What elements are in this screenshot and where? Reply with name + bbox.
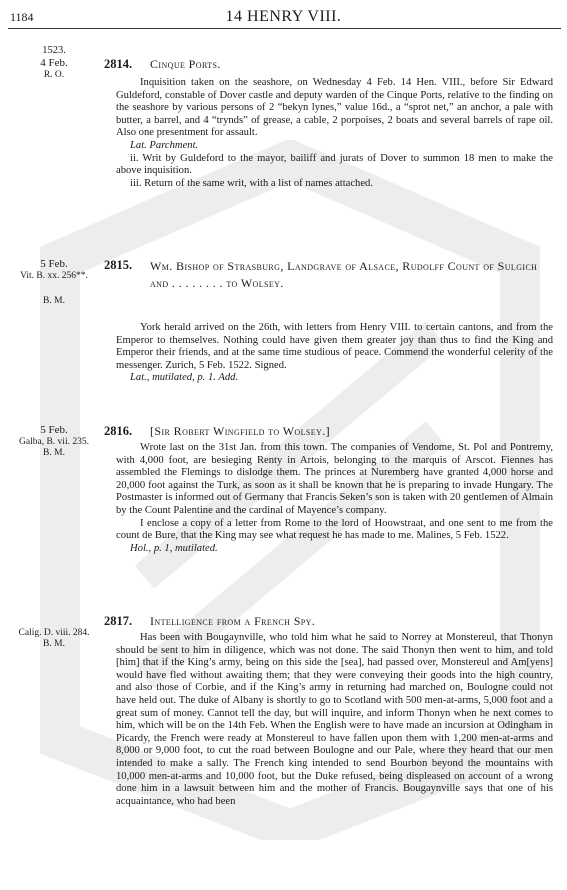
paragraph: I enclose a copy of a letter from Rome to the lord of Hoowstraat, and one sent to me from the count de Bure, that the King may see what request he has made to me. Malines, 5 Feb. 1522.: [116, 517, 553, 542]
paragraph: Lat. Parchment.: [130, 139, 199, 151]
entry-margin: [10, 424, 98, 459]
paragraph: Lat., mutilated, p. 1. Add.: [130, 372, 239, 384]
entry-heading: [Sir Robert Wingfield to Wolsey.]: [150, 424, 331, 438]
paragraph: Hol., p. 1, mutilated.: [130, 542, 218, 554]
entry-body: [116, 77, 553, 190]
page-number: 1184: [10, 10, 34, 24]
entry-body: [116, 322, 553, 385]
entry-number: 2816.: [104, 424, 133, 438]
entry-body: [116, 632, 553, 808]
entry-heading: Cinque Ports.: [150, 57, 221, 71]
entry-number: 2814.: [104, 57, 133, 71]
entry-heading: Wm. Bishop of Strasburg, Landgrave of Alsace, Rudolff Count of Sulgich and . . . . . . . . to Wolsey.: [150, 259, 538, 290]
entry-ref-location: B. M.: [43, 448, 65, 458]
entry-year: 1523.: [42, 45, 66, 56]
entry-ref: Calig. D. viii. 284.: [18, 628, 90, 638]
paragraph: Wrote last on the 31st Jan. from this town. The companies of Vendome, St. Pol and Pontremy, with 4,000 foot, are besieging Renty in Artois, belonging to the marquis of Arscot. Fiennes has assembled the Flemings to dislodge them. The princes at Nuremberg have granted 4,000 horse and 20,000 foot against the Turk, as soon as it shall be known that he is preparing to invade Hungary. The Postmaster is informed out of Germany that Francis Seken’s son is taken with 20 gentlemen of Almain by the Count Palentine and the cardinal of Mayence’s company.: [116, 442, 553, 516]
paragraph: ii. Writ by Guldeford to the mayor, bailiff and jurats of Dover to summon 18 men to make the above inquisition.: [116, 152, 553, 177]
entry-number: 2817.: [104, 614, 133, 628]
paragraph: Has been with Bougaynville, who told him what he said to Norrey at Monstereul, that Thonyn should be sent to him in diligence, which was not done. The said Thonyn then went to him, and told [him] that if the King’s army, being on this side the [sea], had passed over, Monstereul and Am[yens] would have fled without awaiting them; that they were conveying their goods into the high country, and also those of Corbie, and if the King’s army in returning had marched on, Boulogne could not have held out. The duke of Albany is shortly to go to Scotland with 500 men-at-arms, 5,000 foot and a great sum of money. Cannot tell the day, but will inquire, and inform Thonyn when he next comes to him, which will be on the 14th Feb. When the English were to have made an incursion at Odingham in Picardy, the French were ready at Monstereul to have fallen upon them with 1,200 men-at-arms and 8,000 or 9,000 foot, to cut the road between Boulogne and our Pale, where they heard that our men intended to make a sally. The French king intended to send Bourbon beyond the mountains with 10,000 men-at-arms and 10,000 foot, but the Duke refused, being displeased on account of a wrong done him in a lawsuit between him and the mother of Francis. Bougaynville says that one of his acquaintance, who had been: [116, 632, 553, 807]
paragraph: York herald arrived on the 26th, with letters from Henry VIII. to certain cantons, and from the Emperor to themselves. Nothing could have given them greater joy than thus to find the King and Emperor their friends, and at the same time studious of peace. Commend the wonderful celerity of the messenger. Zurich, 5 Feb. 1522. Signed.: [116, 322, 553, 371]
paragraph: iii. Return of the same writ, with a list of names attached.: [130, 177, 374, 189]
entry-ref: Vit. B. xx. 256**.: [20, 271, 88, 281]
running-title: 14 HENRY VIII.: [225, 8, 342, 25]
entry-body: [116, 442, 553, 555]
entry-ref: R. O.: [43, 70, 65, 80]
entry-heading: Intelligence from a French Spy.: [150, 614, 316, 628]
paragraph: Inquisition taken on the seashore, on Wednesday 4 Feb. 14 Hen. VIII., before Sir Edward Guldeford, constable of Dover castle and deputy warden of the Cinque Ports, relative to the finding on the seashore by various persons of 2 “bekyn lynes,” value 16d., a “sprot net,” an anchor, a pale with butter, a barrel, and 4 “trynds” of grease, a cable, 2 porpoises, 2 boats and several barrels of rape oil. Also one presentment for assault.: [116, 77, 553, 139]
entry-ref-location: B. M.: [43, 296, 65, 306]
entry-date: 5 Feb.: [40, 258, 68, 270]
entry-date: 5 Feb.: [40, 424, 68, 436]
entry-margin: [10, 44, 98, 81]
entry-date: 4 Feb.: [40, 57, 68, 69]
entry-number: 2815.: [104, 258, 133, 272]
entry-ref-location: B. M.: [43, 639, 65, 649]
entry-margin: [10, 628, 98, 650]
header-rule: [8, 28, 561, 29]
entry-margin: [10, 258, 98, 307]
entry-ref: Galba, B. vii. 235.: [19, 437, 89, 447]
